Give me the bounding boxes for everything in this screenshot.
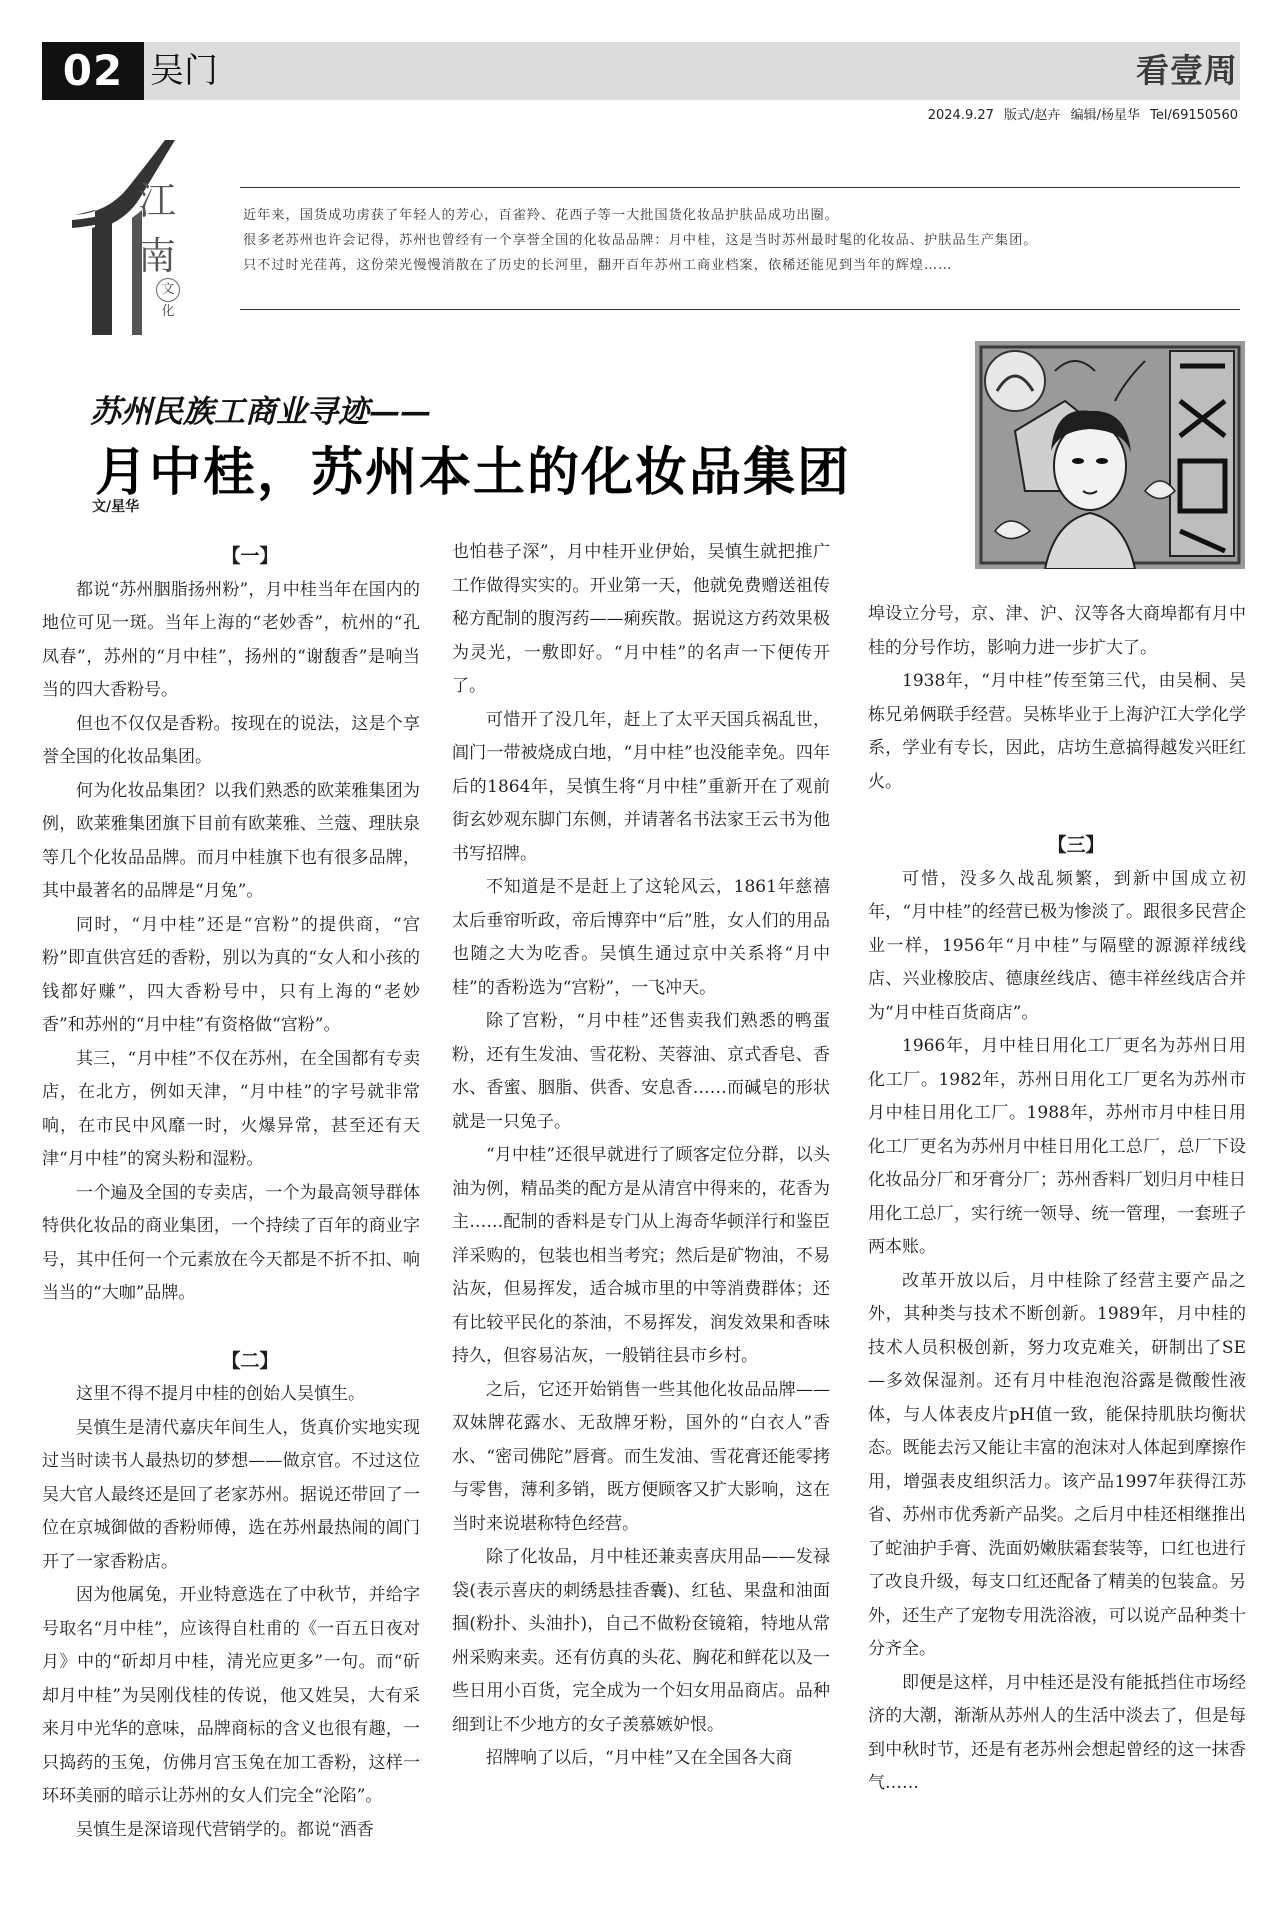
paragraph: 招牌响了以后，“月中桂”又在全国各大商 bbox=[486, 1748, 793, 1768]
intro-line: 近年来，国货成功虏获了年轻人的芳心，百雀羚、花西子等一大批国货化妆品护肤品成功出圈。 bbox=[243, 208, 839, 223]
article-byline: 文/星华 bbox=[92, 499, 140, 515]
paragraph: 一个遍及全国的专卖店，一个为最高领导群体特供化妆品的商业集团，一个持续了百年的商业字号，其中任何一个元素放在今天都是不折不扣、响当当的“大咖”品牌。 bbox=[42, 1182, 420, 1303]
paragraph: 即便是这样，月中桂还是没有能抵挡住市场经济的大潮，渐渐从苏州人的生活中淡去了，但是每到中秋时节，还是有老苏州会想起曾经的这一抹香气…… bbox=[868, 1672, 1246, 1793]
phone-number: Tel/69150560 bbox=[1150, 108, 1238, 123]
paragraph: 吴慎生是清代嘉庆年间生人，货真价实地实现过当时读书人最热切的梦想——做京官。不过这位吴大官人最终还是回了老家苏州。据说还带回了一位在京城御做的香粉师傅，选在苏州最热闹的阊门开了一家香粉店。 bbox=[42, 1417, 420, 1572]
intro-line: 只不过时光荏苒，这份荣光慢慢消散在了历史的长河里，翻开百年苏州工商业档案，依稀还能见到当年的辉煌…… bbox=[243, 258, 953, 273]
editor-credit: 编辑/杨星华 bbox=[1070, 108, 1140, 123]
paragraph: 可惜开了没几年，赶上了太平天国兵祸乱世，阊门一带被烧成白地，“月中桂”也没能幸免。四年后的1864年，吴慎生将“月中桂”重新开在了观前街玄妙观东脚门东侧，并请著名书法家王云书为他书写招牌。 bbox=[452, 709, 830, 864]
paragraph: 可惜，没多久战乱频繁，到新中国成立初年，“月中桂”的经营已极为惨淡了。跟很多民营企业一样，1956年“月中桂”与隔壁的源源祥绒线店、兴业橡胶店、德康丝线店、德丰祥丝线店合并为“月中桂百货商店”。 bbox=[868, 868, 1246, 1023]
paragraph: 其三，“月中桂”不仅在苏州，在全国都有专卖店，在北方，例如天津，“月中桂”的字号就非常响，在市民中风靡一时，火爆异常，甚至还有天津“月中桂”的窝头粉和湿粉。 bbox=[42, 1048, 420, 1169]
brand-logo: 看壹周 bbox=[1136, 51, 1238, 90]
paragraph: 埠设立分号，京、津、沪、汉等各大商埠都有月中桂的分号作坊，影响力进一步扩大了。 bbox=[868, 604, 1246, 658]
paragraph: 改革开放以后，月中桂除了经营主要产品之外，其种类与技术不断创新。1989年，月中桂的技术人员积极创新，努力攻克难关，研制出了SE—多效保湿剂。还有月中桂泡泡浴露是微酸性液体，与人体表皮片pH值一致，能保持肌肤均衡状态。既能去污又能让丰富的泡沫对人体起到摩擦作用，增强表皮组织活力。该产品1997年获得江苏省、苏州市优秀新产品奖。之后月中桂还相继推出了蛇油护手膏、洗面奶嫩肤霜套装等，口红也进行了改良升级，每支口红还配备了精美的包装盒。另外，还生产了宠物专用洗浴液，可以说产品种类十分齐全。 bbox=[868, 1270, 1246, 1659]
intro-text bbox=[243, 203, 1243, 278]
paragraph: 不知道是不是赶上了这轮风云，1861年慈禧太后垂帘听政，帝后博弈中“后”胜，女人们的用品也随之大为吃香。吴慎生通过京中关系将“月中桂”的香粉选为“宫粉”，一飞冲天。 bbox=[452, 877, 830, 998]
paragraph: 但也不仅仅是香粉。按现在的说法，这是个享誉全国的化妆品集团。 bbox=[42, 713, 420, 767]
paragraph: 都说“苏州胭脂扬州粉”，月中桂当年在国内的地位可见一斑。当年上海的“老妙香”，杭州的“孔凤春”，苏州的“月中桂”，扬州的“谢馥香”是响当当的四大香粉号。 bbox=[42, 579, 420, 700]
paragraph: 同时，“月中桂”还是“宫粉”的提供商，“宫粉”即直供宫廷的香粉，别以为真的“女人和小孩的钱都好赚”，四大香粉号中，只有上海的“老妙香”和苏州的“月中桂”有资格做“宫粉”。 bbox=[42, 914, 420, 1035]
jiangnan-culture-logo bbox=[70, 140, 220, 340]
paragraph: 吴慎生是深谙现代营销学的。都说“酒香 bbox=[76, 1819, 374, 1840]
paragraph: 也怕巷子深”，月中桂开业伊始，吴慎生就把推广工作做得实实的。开业第一天，他就免费赠送祖传秘方配制的腹泻药——痢疾散。据说这方药效果极为灵光，一敷即好。“月中桂”的名声一下便传开了。 bbox=[452, 542, 830, 696]
paragraph: 之后，它还开始销售一些其他化妆品品牌——双妹牌花露水、无敌牌牙粉，国外的“白衣人”香水、“密司佛陀”唇膏。而生发油、雪花膏还能零拷与零售，薄利多销，既方便顾客又扩大影响，这在当时来说堪称特色经营。 bbox=[452, 1379, 830, 1534]
paragraph: 除了化妆品，月中桂还兼卖喜庆用品——发禄袋(表示喜庆的刺绣悬挂香囊)、红毡、果盘和油面掴(粉扑、头油扑)，自己不做粉奁镜箱，特地从常州采购来卖。还有仿真的头花、胸花和鲜花以及一些日用小百货，完全成为一个妇女用品商店。品种细到让不少地方的女子羡慕嫉妒恨。 bbox=[452, 1547, 830, 1735]
section-heading-2: 【二】 bbox=[221, 1349, 279, 1372]
issue-date: 2024.9.27 bbox=[927, 108, 994, 123]
article-column-3 bbox=[868, 598, 1246, 1801]
logo-char-jiang: 江 bbox=[138, 179, 177, 223]
page-number: 02 bbox=[42, 42, 144, 100]
logo-char-nan: 南 bbox=[138, 234, 177, 278]
article-headline: 月中桂，苏州本土的化妆品集团 bbox=[95, 443, 852, 503]
paragraph: 因为他属兔，开业特意选在了中秋节，并给字号取名“月中桂”，应该得自杜甫的《一百五日夜对月》中的“斫却月中桂，清光应更多”一句。而“斫却月中桂”为吴刚伐桂的传说，他又姓吴，大有采来月中光华的意味，品牌商标的含义也很有趣，一只捣药的玉兔，仿佛月宫玉兔在加工香粉，这样一环环美丽的暗示让苏州的女人们完全“沦陷”。 bbox=[42, 1585, 420, 1806]
section-heading-1: 【一】 bbox=[221, 545, 279, 567]
paragraph: 1966年，月中桂日用化工厂更名为苏州日用化工厂。1982年，苏州日用化工厂更名为苏州市月中桂日用化工厂。1988年，苏州市月中桂日用化工厂更名为苏州月中桂日用化工总厂，总厂下设化妆品分厂和牙膏分厂；苏州香料厂划归月中桂日用化工总厂，实行统一领导、统一管理，一套班子两本账。 bbox=[868, 1036, 1246, 1257]
header-bar bbox=[42, 42, 1240, 100]
paragraph: 1938年，“月中桂”传至第三代，由吴桐、吴栋兄弟俩联手经营。吴栋毕业于上海沪江大学化学系，学业有专长，因此，店坊生意搞得越发兴旺红火。 bbox=[868, 671, 1246, 792]
article-column-1 bbox=[42, 540, 420, 1847]
logo-badge: 文化 bbox=[156, 278, 180, 302]
header-meta bbox=[922, 104, 1238, 123]
article-kicker: 苏州民族工商业寻迹—— bbox=[90, 394, 431, 430]
intro-line: 很多老苏州也许会记得，苏州也曾经有一个享誉全国的化妆品品牌：月中桂，这是当时苏州最时髦的化妆品、护肤品生产集团。 bbox=[243, 233, 1038, 248]
article-column-2 bbox=[452, 536, 830, 1776]
paragraph: “月中桂”还很早就进行了顾客定位分群，以头油为例，精品类的配方是从清宫中得来的，花香为主……配制的香料是专门从上海奇华顿洋行和鉴臣洋采购的，包装也相当考究；然后是矿物油，不易沾灰，但易挥发，适合城市里的中等消费群体；还有比较平民化的茶油，不易挥发，润发效果和香味持久，但容易沾灰，一般销往县市乡村。 bbox=[452, 1145, 830, 1366]
section-title: 吴门 bbox=[150, 51, 218, 91]
paragraph: 这里不得不提月中桂的创始人吴慎生。 bbox=[76, 1384, 365, 1404]
paragraph: 除了宫粉，“月中桂”还售卖我们熟悉的鸭蛋粉，还有生发油、雪花粉、芙蓉油、京式香皂、香水、香蜜、胭脂、供香、安息香……而碱皂的形状就是一只兔子。 bbox=[452, 1011, 830, 1132]
layout-credit: 版式/赵卉 bbox=[1004, 108, 1061, 123]
paragraph: 何为化妆品集团？以我们熟悉的欧莱雅集团为例，欧莱雅集团旗下目前有欧莱雅、兰蔻、理肤泉等几个化妆品品牌。而月中桂旗下也有很多品牌，其中最著名的品牌是“月兔”。 bbox=[42, 780, 420, 901]
vintage-poster-image bbox=[975, 341, 1245, 569]
intro-rule-bottom bbox=[240, 309, 1240, 310]
intro-rule-top bbox=[240, 187, 1240, 188]
section-heading-3: 【三】 bbox=[1047, 834, 1105, 856]
